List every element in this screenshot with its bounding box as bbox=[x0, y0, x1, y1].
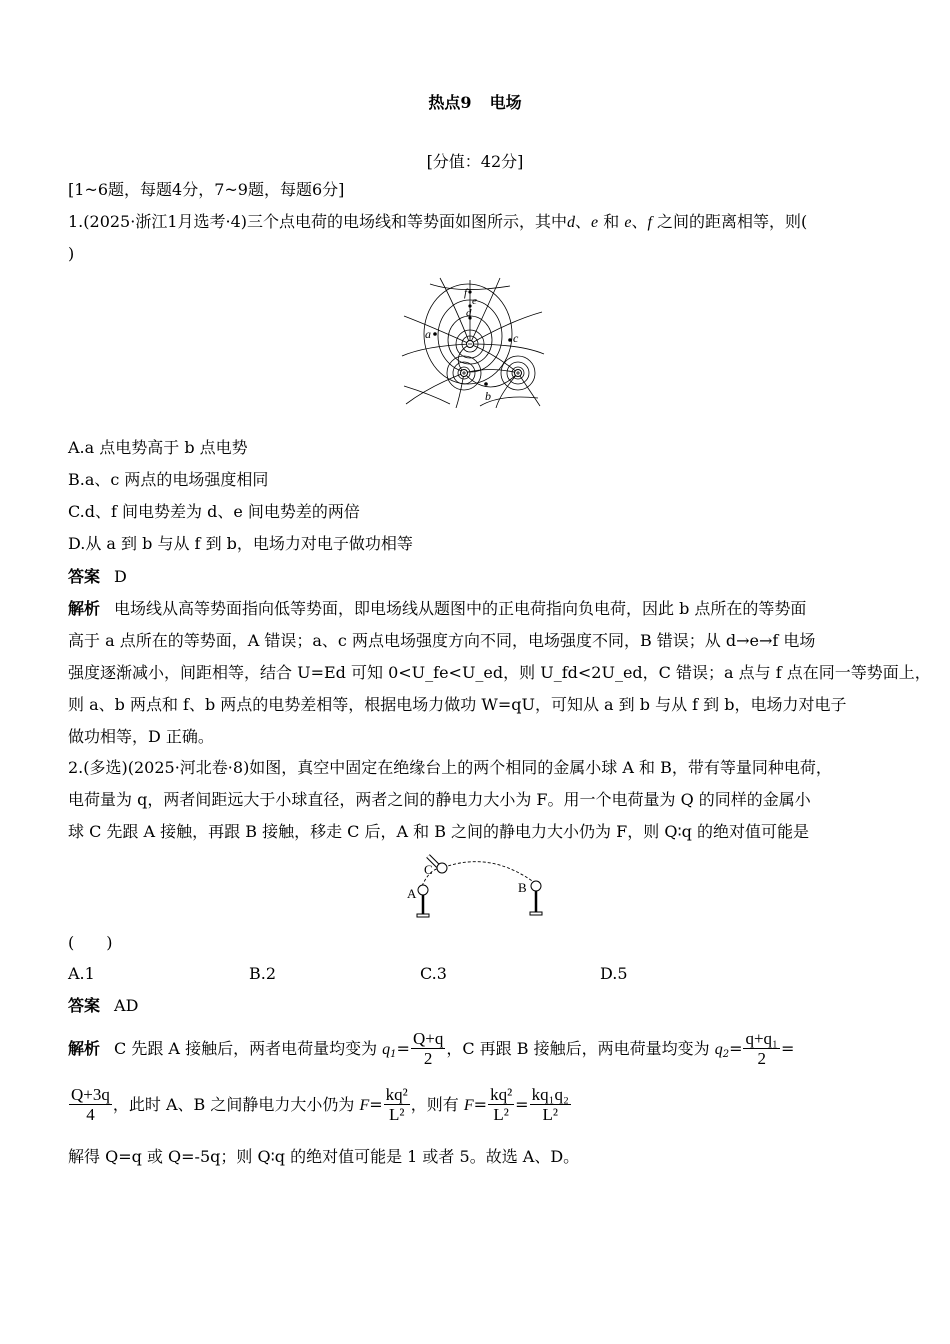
label-d: d bbox=[466, 307, 472, 319]
q2-stem-line-2: 电荷量为 q，两者间距远大于小球直径，两者之间的静电力大小为 F。用一个电荷量为 Q 的同样的金属小 bbox=[68, 790, 811, 809]
q2-option-b: B.2 bbox=[249, 964, 277, 983]
q2-option-d: D.5 bbox=[600, 964, 628, 983]
q1-option-b: B.a、c 两点的电场强度相同 bbox=[68, 470, 269, 489]
label-c: c bbox=[513, 331, 519, 345]
title-topic: 电场 bbox=[489, 93, 522, 112]
q1-analysis-line-3: 强度逐渐减小，间距相等，结合 U=Ed 可知 0<U_fe<U_ed，则 U_fd<2U_ed，C 错误；a 点与 f 点在同一等势面上， bbox=[68, 663, 931, 682]
q2-option-a: A.1 bbox=[68, 964, 95, 983]
scoring-rule: [1~6题，每题4分，7~9题，每题6分] bbox=[68, 180, 345, 199]
label-e: e bbox=[472, 295, 477, 307]
q2-answer-paren: ( ) bbox=[68, 933, 113, 952]
q1-analysis-line-2: 高于 a 点所在的等势面，A 错误；a、c 两点电场强度方向不同，电场强度不同，B 错误；从 d→e→f 电场 bbox=[68, 631, 816, 650]
q1-stem: 1.(2025·浙江1月选考·4)三个点电荷的电场线和等势面如图所示，其中d、e 和 e、f 之间的距离相等，则( bbox=[68, 212, 808, 231]
q2-answer: 答案 AD bbox=[68, 996, 139, 1015]
q2-stem-line-3: 球 C 先跟 A 接触，再跟 B 接触，移走 C 后，A 和 B 之间的静电力大小仍为 F，则 Q∶q 的绝对值可能是 bbox=[68, 822, 809, 841]
q1-option-d: D.从 a 到 b 与从 f 到 b，电场力对电子做功相等 bbox=[68, 534, 413, 553]
q2-analysis-line-1: 解析 C 先跟 A 接触后，两者电荷量均变为 $q_1=$ $\frac{Q+q}{2}$ ，C 再跟 B 接触后，两电荷量均变为 $q_2=$ $\frac{\text{q+q₁}}{2}$ = bbox=[68, 1029, 795, 1068]
q1-option-c: C.d、f 间电势差为 d、e 间电势差的两倍 bbox=[68, 502, 360, 521]
frac-q2b: $\frac{Q+3q}{4}$ bbox=[71, 1085, 110, 1124]
label-A: A bbox=[407, 886, 417, 901]
q1-analysis-line-4: 则 a、b 两点和 f、b 两点的电势差相等，根据电场力做功 W=qU，可知从 a 到 b 与从 f 到 b，电场力对电子 bbox=[68, 695, 847, 714]
frac-q2: $\frac{\text{q+q₁}}{2}$ bbox=[745, 1029, 778, 1068]
q2-option-c: C.3 bbox=[420, 964, 447, 983]
frac-q1: $\frac{Q+q}{2}$ bbox=[412, 1029, 444, 1068]
score-total: [分值：42分] bbox=[426, 152, 524, 171]
q1-option-a: A.a 点电势高于 b 点电势 bbox=[68, 438, 248, 457]
label-B: B bbox=[518, 880, 527, 895]
frac-F2: $\frac{\text{kq₁q₂}}{\text{L²}}$ bbox=[531, 1085, 569, 1124]
q1-analysis-line-1: 解析 电场线从高等势面指向低等势面，即电场线从题图中的正电荷指向负电荷，因此 b 点所在的等势面 bbox=[68, 599, 807, 618]
label-f: f bbox=[464, 287, 468, 299]
q1-answer: 答案 D bbox=[68, 567, 127, 586]
q2-analysis-line-2: $\frac{Q+3q}{4}$ ，此时 A、B 之间静电力大小仍为 F= $\frac{\text{kq²}}{\text{L²}}$ ，则有 F= $\frac{\text{kq²}}{\text{L²}}$ = $\frac{\text{kq₁q₂}}{\text{L²}}$ bbox=[71, 1085, 569, 1124]
q1-field-figure bbox=[400, 276, 546, 408]
q1-stem-end: ) bbox=[68, 244, 75, 263]
frac-F: $\frac{\text{kq²}}{\text{L²}}$ bbox=[385, 1085, 408, 1124]
label-b: b bbox=[485, 389, 491, 403]
label-C: C bbox=[424, 862, 433, 877]
title-main: 热点9 bbox=[428, 93, 472, 112]
q2-analysis-line-3: 解得 Q=q 或 Q=-5q；则 Q∶q 的绝对值可能是 1 或者 5。故选 A、D。 bbox=[68, 1147, 580, 1166]
frac-F-repeat: $\frac{\text{kq²}}{\text{L²}}$ bbox=[490, 1085, 513, 1124]
label-a: a bbox=[425, 327, 431, 341]
page-title bbox=[0, 90, 950, 113]
q2-spheres-figure bbox=[400, 848, 550, 922]
q2-stem-line-1: 2.(多选)(2025·河北卷·8)如图，真空中固定在绝缘台上的两个相同的金属小球 A 和 B，带有等量同种电荷， bbox=[68, 758, 832, 777]
q1-analysis-line-5: 做功相等，D 正确。 bbox=[68, 727, 214, 746]
